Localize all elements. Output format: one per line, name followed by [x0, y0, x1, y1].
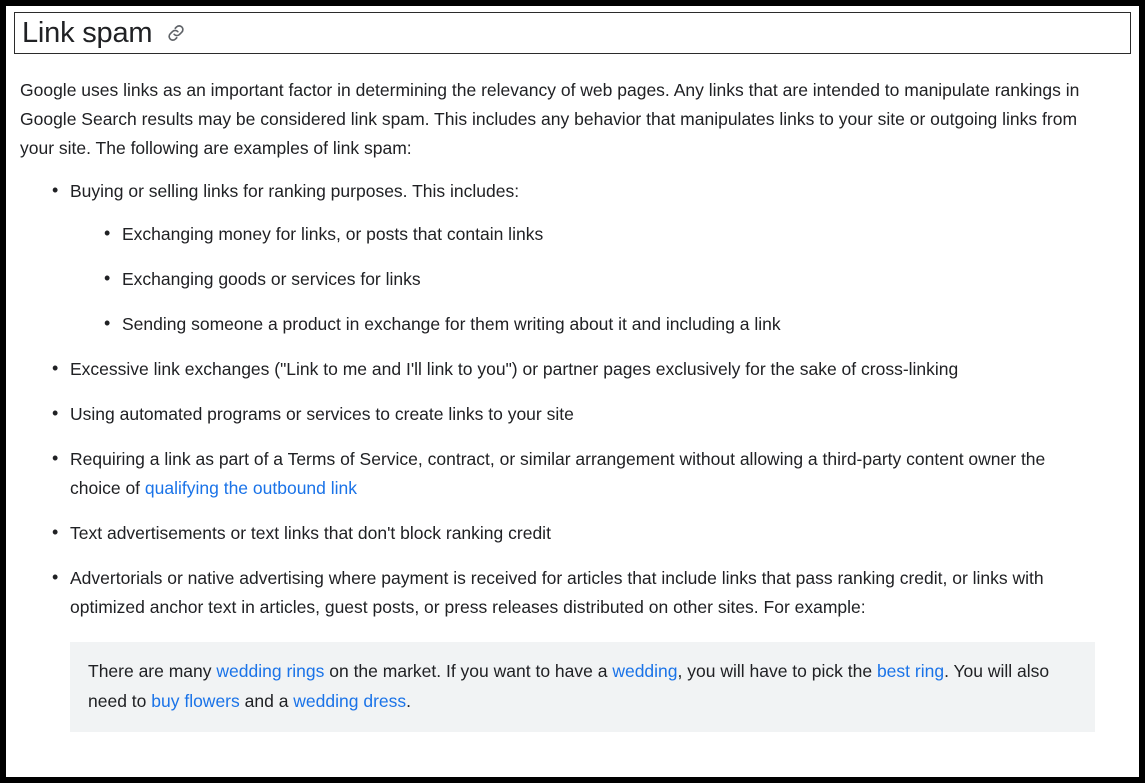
list-item-text: Advertorials or native advertising where payment is received for articles that include links that pass ranking credit, or links with optimized anchor text in articles, guest posts, or press releases distributed on other sites. For example: — [70, 568, 1044, 617]
example-part-4: . You will also need to — [88, 661, 1050, 711]
list-item — [108, 265, 1095, 294]
example-part-3: , you will have to pick the — [677, 661, 877, 681]
example-part-5: and a — [239, 691, 294, 711]
list-item — [56, 564, 1095, 732]
example-part-6: . — [406, 691, 412, 711]
page-title: Link spam — [22, 16, 153, 49]
document-page — [6, 6, 1139, 777]
list-item — [108, 220, 1095, 249]
intro-paragraph: Google uses links as an important factor in determining the relevancy of web pages. Any links that are intended to manipulate rankings in Google Search results may be considered link spam. This includes any behavior that manipulates links to your site or outgoing links from your site. The following are examples of link spam: — [20, 80, 1080, 158]
list-item — [56, 445, 1095, 503]
list-item — [108, 310, 1095, 339]
example-part-2: on the market. If you want to have a — [324, 661, 613, 681]
list-item-text: Sending someone a product in exchange for them writing about it and including a link — [122, 314, 781, 334]
article-content — [6, 54, 1139, 732]
spam-examples-list — [20, 177, 1125, 732]
example-link-wedding-rings[interactable]: wedding rings — [216, 661, 325, 681]
spam-sub-list — [70, 220, 1095, 339]
example-part-1: There are many — [88, 661, 217, 681]
list-item-text: Exchanging money for links, or posts that contain links — [122, 224, 544, 244]
page-title-bar — [14, 12, 1131, 54]
example-link-wedding-dress[interactable]: wedding dress — [293, 691, 407, 711]
list-item-text: Buying or selling links for ranking purposes. This includes: — [70, 181, 520, 201]
list-item — [56, 519, 1095, 548]
link-icon[interactable] — [165, 22, 187, 44]
list-item — [56, 355, 1095, 384]
list-item-text: Text advertisements or text links that don't block ranking credit — [70, 523, 551, 543]
qualifying-outbound-link[interactable]: qualifying the outbound link — [144, 478, 358, 498]
example-link-buy-flowers[interactable]: buy flowers — [151, 691, 240, 711]
example-callout — [70, 642, 1095, 732]
example-text — [88, 656, 1077, 716]
list-item — [56, 177, 1095, 339]
list-item-text: Excessive link exchanges ("Link to me and I'll link to you") or partner pages exclusively for the sake of cross-linking — [70, 359, 959, 379]
list-item — [56, 400, 1095, 429]
list-item-text: Exchanging goods or services for links — [122, 269, 421, 289]
example-link-wedding[interactable]: wedding — [612, 661, 678, 681]
example-link-best-ring[interactable]: best ring — [876, 661, 945, 681]
list-item-text: Using automated programs or services to create links to your site — [70, 404, 574, 424]
list-item-text: Requiring a link as part of a Terms of Service, contract, or similar arrangement without allowing a third-party content owner the choice of — [70, 449, 1046, 498]
